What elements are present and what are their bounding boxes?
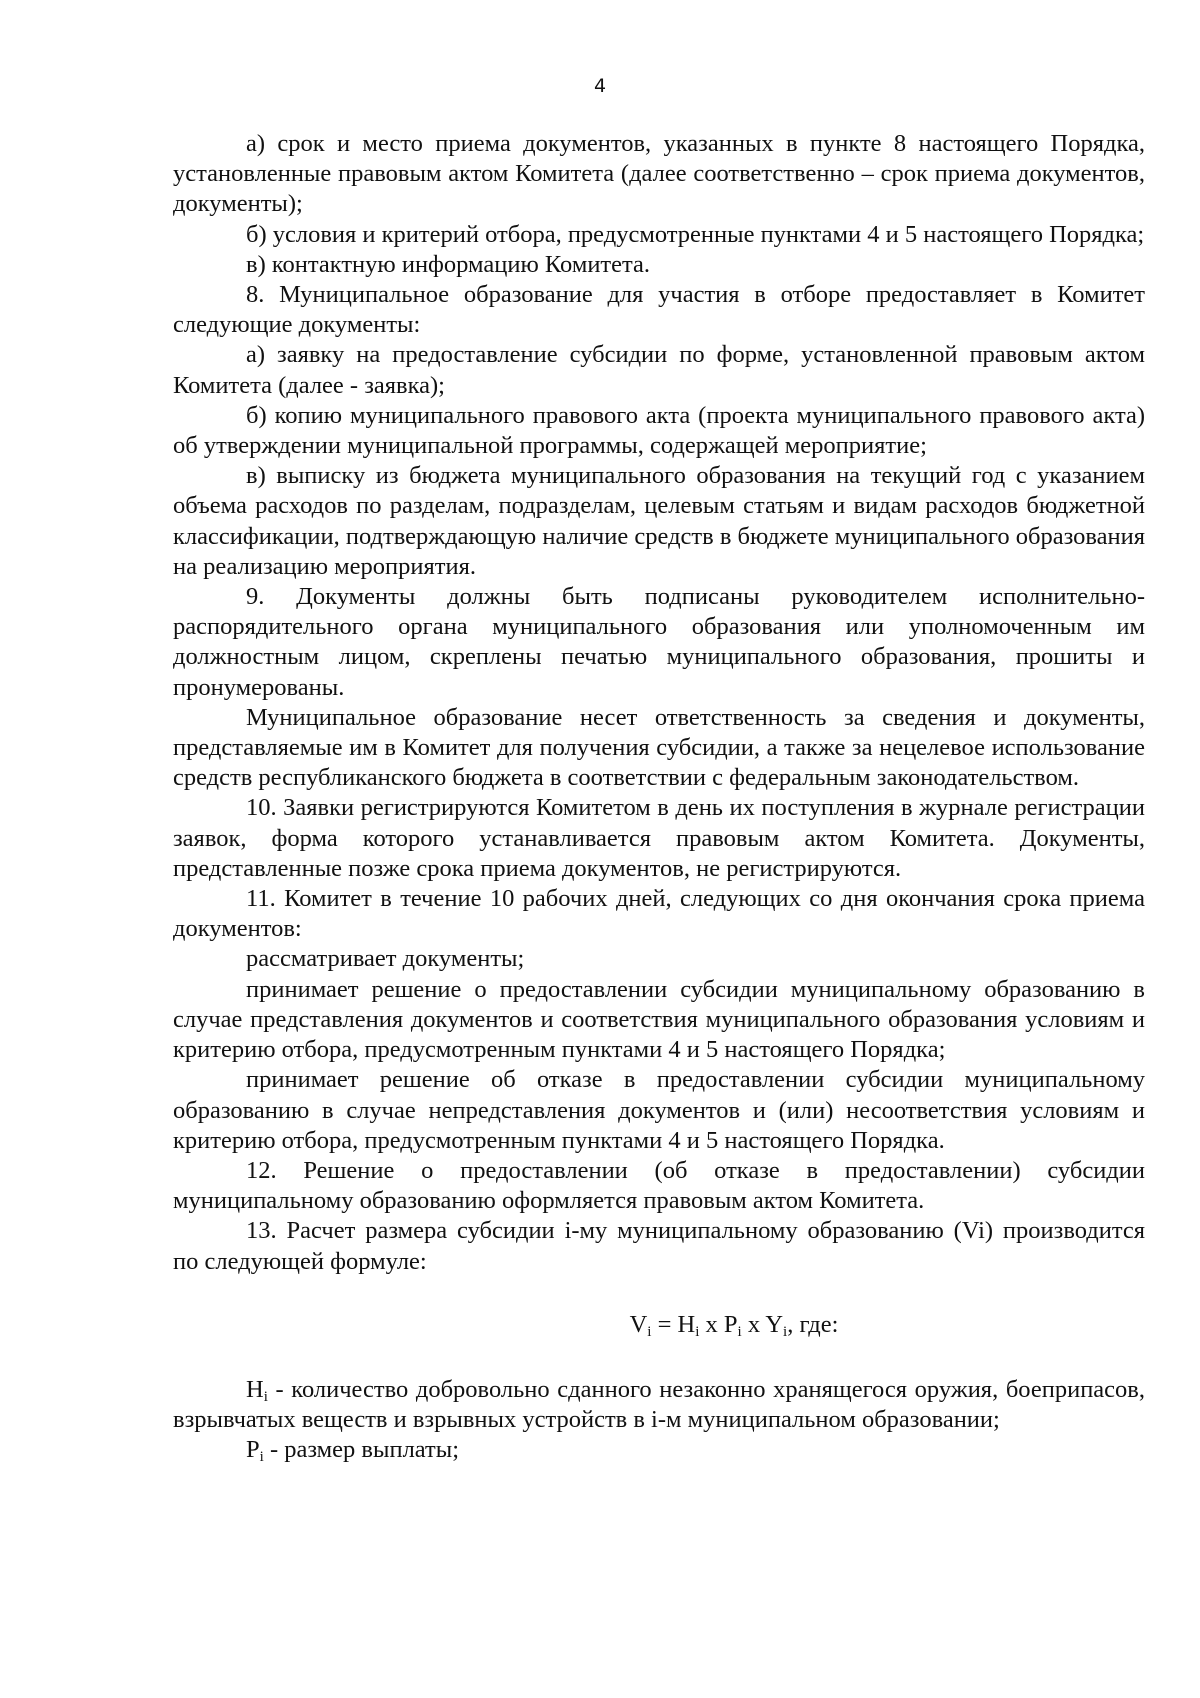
definition-p bbox=[173, 1435, 1145, 1465]
paragraph-8a: а) заявку на предоставление субсидии по форме, установленной правовым актом Комитета (далее - заявка); bbox=[173, 341, 1145, 399]
definition-h bbox=[173, 1375, 1145, 1435]
document-body bbox=[173, 129, 1145, 1465]
paragraph-10: 10. Заявки регистрируются Комитетом в день их поступления в журнале регистрации заявок, форма которого устанавливается правовым актом Комитета. Документы, представленные позже срока приема документов, не регистрируются. bbox=[173, 794, 1145, 882]
paragraph-11-review: рассматривает документы; bbox=[246, 945, 525, 973]
paragraph-8v: в) выписку из бюджета муниципального образования на текущий год с указанием объема расходов по разделам, подразделам, целевым статьям и видам расходов бюджетной классификации, подтверждающую наличие средств в бюджете муниципального образования на реализацию мероприятия. bbox=[173, 462, 1145, 580]
formula-h: H bbox=[677, 1310, 696, 1338]
paragraph-8b: б) копию муниципального правового акта (проекта муниципального правового акта) об утверждении муниципальной программы, содержащей мероприятие; bbox=[173, 401, 1145, 460]
formula-times-1: x bbox=[699, 1310, 724, 1338]
page-number: 4 bbox=[593, 75, 607, 97]
formula-y-sub: i bbox=[783, 1323, 788, 1340]
definition-p-symbol: P bbox=[246, 1436, 260, 1464]
paragraph-b-conditions: б) условия и критерий отбора, предусмотренные пунктами 4 и 5 настоящего Порядка; bbox=[246, 220, 1145, 248]
formula-p: P bbox=[723, 1310, 738, 1338]
formula-p-sub: i bbox=[737, 1323, 742, 1340]
paragraph-8: 8. Муниципальное образование для участия в отборе предоставляет в Комитет следующие документы: bbox=[173, 281, 1145, 339]
formula-v-sub: i bbox=[647, 1323, 652, 1340]
paragraph-11-refuse: принимает решение об отказе в предоставлении субсидии муниципальному образованию в случае непредставления документов и (или) несоответствия условиям и критерию отбора, предусмотренным пунктами 4 и 5 настоящего Порядка. bbox=[173, 1066, 1145, 1154]
paragraph-a-deadline: а) срок и место приема документов, указанных в пункте 8 настоящего Порядка, установленные правовым актом Комитета (далее соответственно – срок приема документов, документы); bbox=[173, 130, 1145, 218]
definition-p-text: - размер выплаты; bbox=[263, 1436, 460, 1464]
formula-y: Y bbox=[765, 1310, 784, 1338]
formula-h-sub: i bbox=[695, 1323, 700, 1340]
formula-times-2: x bbox=[741, 1310, 766, 1338]
paragraph-v-contact: в) контактную информацию Комитета. bbox=[246, 250, 651, 278]
definition-h-text: - количество добровольно сданного незаконно хранящегося оружия, боеприпасов, взрывчатых веществ и взрывных устройств в i-м муниципальном образовании; bbox=[173, 1375, 1145, 1433]
paragraph-13: 13. Расчет размера субсидии i-му муниципальному образованию (Vi) производится по следующей формуле: bbox=[173, 1217, 1145, 1275]
paragraph-11: 11. Комитет в течение 10 рабочих дней, следующих со дня окончания срока приема документов: bbox=[173, 885, 1145, 943]
paragraph-9: 9. Документы должны быть подписаны руководителем исполнительно-распорядительного органа муниципального образования или уполномоченным им должностным лицом, скреплены печатью муниципального образования, прошиты и пронумерованы. bbox=[173, 583, 1145, 701]
paragraph-12: 12. Решение о предоставлении (об отказе в предоставлении) субсидии муниципальному образованию оформляется правовым актом Комитета. bbox=[173, 1156, 1145, 1215]
definition-p-sub: i bbox=[259, 1449, 264, 1466]
formula-tail: , где: bbox=[787, 1310, 839, 1338]
formula-equals: = bbox=[651, 1310, 678, 1338]
definition-h-symbol: H bbox=[246, 1375, 264, 1403]
formula-v: V bbox=[629, 1310, 648, 1338]
definition-h-sub: i bbox=[263, 1388, 268, 1405]
paragraph-11-approve: принимает решение о предоставлении субсидии муниципальному образованию в случае представления документов и соответствия муниципального образования условиям и критерию отбора, предусмотренным пунктами 4 и 5 настоящего Порядка; bbox=[173, 975, 1145, 1064]
paragraph-9-responsibility: Муниципальное образование несет ответственность за сведения и документы, представляемые им в Комитет для получения субсидии, а также за нецелевое использование средств республиканского бюджета в соответствии с федеральным законодательством. bbox=[173, 703, 1145, 792]
subsidy-formula bbox=[173, 1309, 1145, 1341]
